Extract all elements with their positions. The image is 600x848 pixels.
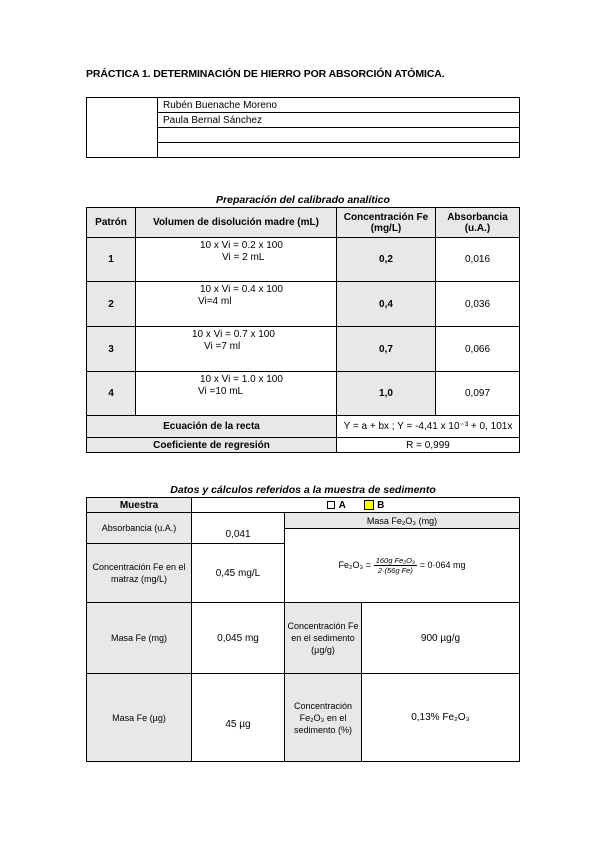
student-name xyxy=(158,143,520,158)
abs-cell: 0,016 xyxy=(436,238,520,282)
abs-label: Absorbancia (u.A.) xyxy=(87,513,192,544)
calc-line: 10 x Vi = 0.2 x 100 xyxy=(200,240,283,251)
patron-cell: 2 xyxy=(87,282,136,327)
conc-cell: 0,7 xyxy=(337,327,436,372)
muestra-label: Muestra xyxy=(87,498,192,513)
calibration-row xyxy=(87,372,520,416)
calibration-row xyxy=(87,238,520,282)
header-concentracion: Concentración Fe (mg/L) xyxy=(337,208,436,238)
conc-sed-label: Concentración Fe en el sedimento (µg/g) xyxy=(285,603,362,674)
calc-line: Vi =7 ml xyxy=(204,341,241,352)
formula-denominator: 2·(56g Fe) xyxy=(377,566,413,575)
abs-cell: 0,097 xyxy=(436,372,520,416)
abs-cell: 0,036 xyxy=(436,282,520,327)
checkbox-b[interactable] xyxy=(365,501,373,509)
conc-matraz-label: Concentración Fe en el matraz (mg/L) xyxy=(87,544,192,603)
calc-line: Vi = 2 mL xyxy=(222,252,265,263)
masa-fe-mg-label: Masa Fe (mg) xyxy=(87,603,192,674)
masa-fe-mg-value: 0,045 mg xyxy=(192,603,285,674)
conc-fe2o3-value: 0,13% Fe₂O₃ xyxy=(362,674,520,762)
conc-cell: 1,0 xyxy=(337,372,436,416)
page-title: PRÁCTICA 1. DETERMINACIÓN DE HIERRO POR ABSORCIÓN ATÓMICA. xyxy=(86,68,445,80)
calc-line: 10 x Vi = 0.4 x 100 xyxy=(200,284,283,295)
volumen-cell xyxy=(136,327,337,372)
calc-line: 10 x Vi = 1.0 x 100 xyxy=(200,374,283,385)
checkbox-a[interactable] xyxy=(327,501,335,509)
student-name xyxy=(158,128,520,143)
masa-fe-ug-value: 45 µg xyxy=(192,674,285,762)
students-table xyxy=(86,97,520,158)
formula-numerator: 160g Fe₂O₃ xyxy=(375,556,415,565)
volumen-cell xyxy=(136,282,337,327)
student-name: Rubén Buenache Moreno xyxy=(158,98,520,113)
masa-fe2o3-label: Masa Fe₂O₃ (mg) xyxy=(285,513,520,529)
conc-cell: 0,4 xyxy=(337,282,436,327)
calc-line: 10 x Vi = 0.7 x 100 xyxy=(192,329,275,340)
coef-value: R = 0,999 xyxy=(337,438,520,453)
masa-fe-ug-label: Masa Fe (µg) xyxy=(87,674,192,762)
conc-sed-value: 900 µg/g xyxy=(362,603,520,674)
students-blank-cell xyxy=(87,98,158,158)
sample-caption: Datos y cálculos referidos a la muestra de sedimento xyxy=(170,484,436,496)
muestra-options xyxy=(192,498,520,513)
formula-rhs: = 0·064 mg xyxy=(419,560,466,571)
header-volumen: Volumen de disolución madre (mL) xyxy=(136,208,337,238)
volumen-cell xyxy=(136,238,337,282)
abs-value: 0,041 xyxy=(192,513,285,544)
coef-label: Coeficiente de regresión xyxy=(87,438,337,453)
conc-matraz-value: 0,45 mg/L xyxy=(192,544,285,603)
patron-cell: 3 xyxy=(87,327,136,372)
option-a-label: A xyxy=(338,499,346,511)
abs-cell: 0,066 xyxy=(436,327,520,372)
calibration-row xyxy=(87,282,520,327)
header-absorbancia: Absorbancia (u.A.) xyxy=(436,208,520,238)
formula-fraction xyxy=(374,556,417,575)
ecuacion-label: Ecuación de la recta xyxy=(87,416,337,438)
calibration-row xyxy=(87,327,520,372)
formula-lhs: Fe₂O₃ = xyxy=(338,560,371,571)
option-b-label: B xyxy=(377,499,385,511)
patron-cell: 4 xyxy=(87,372,136,416)
patron-cell: 1 xyxy=(87,238,136,282)
formula-cell xyxy=(285,529,520,603)
ecuacion-value: Y = a + bx ; Y = -4,41 x 10⁻³ + 0, 101x xyxy=(337,416,520,438)
volumen-cell xyxy=(136,372,337,416)
calc-line: Vi=4 ml xyxy=(198,296,232,307)
calibration-table xyxy=(86,207,520,453)
calc-line: Vi =10 mL xyxy=(198,386,244,397)
sample-table xyxy=(86,497,520,762)
calibration-caption: Preparación del calibrado analítico xyxy=(216,194,390,206)
header-patron: Patrón xyxy=(87,208,136,238)
conc-fe2o3-label: Concentración Fe₂O₃ en el sedimento (%) xyxy=(285,674,362,762)
conc-cell: 0,2 xyxy=(337,238,436,282)
student-name: Paula Bernal Sánchez xyxy=(158,113,520,128)
